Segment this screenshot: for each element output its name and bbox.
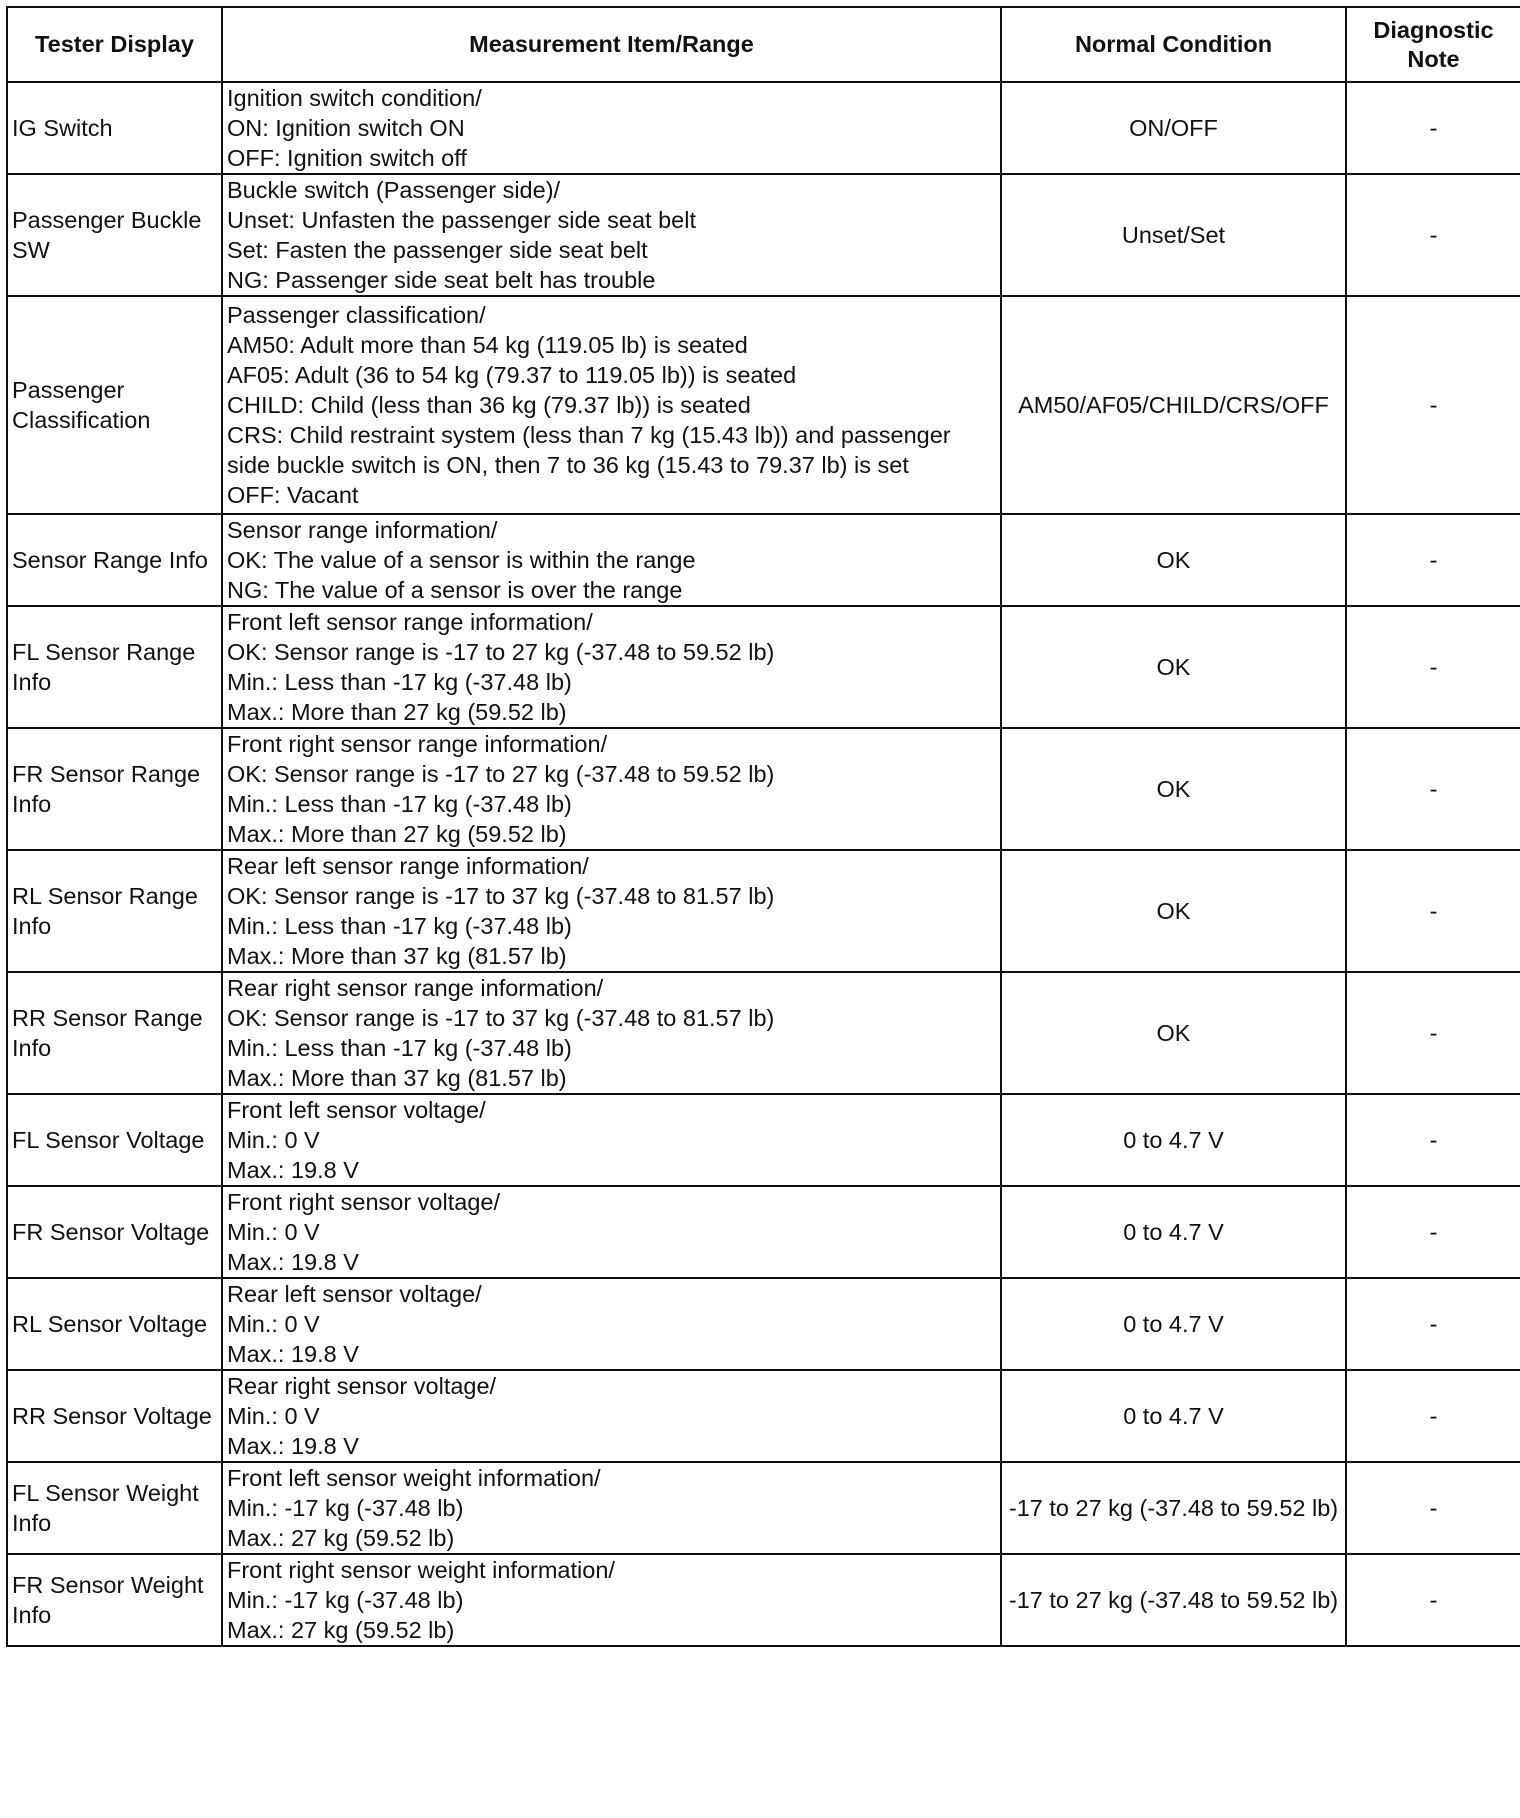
- cell-diagnostic-note: -: [1346, 606, 1520, 728]
- cell-measurement-item: [222, 1186, 1001, 1278]
- item-line: Max.: 27 kg (59.52 lb): [227, 1525, 455, 1551]
- cell-measurement-item: [222, 728, 1001, 850]
- cell-tester-display: FR Sensor Range Info: [7, 728, 222, 850]
- item-line: Front left sensor voltage/: [227, 1097, 486, 1123]
- item-line: Rear right sensor range information/: [227, 975, 604, 1001]
- cell-normal-condition: ON/OFF: [1001, 82, 1346, 174]
- table-row: [7, 850, 1520, 972]
- table-row: [7, 174, 1520, 296]
- item-line: Buckle switch (Passenger side)/: [227, 177, 561, 203]
- table-row: [7, 82, 1520, 174]
- item-line: Max.: More than 37 kg (81.57 lb): [227, 1065, 567, 1091]
- item-line: Max.: More than 37 kg (81.57 lb): [227, 943, 567, 969]
- cell-tester-display: RR Sensor Range Info: [7, 972, 222, 1094]
- table-row: [7, 728, 1520, 850]
- cell-normal-condition: OK: [1001, 606, 1346, 728]
- table-row: [7, 1370, 1520, 1462]
- item-line: Front right sensor voltage/: [227, 1189, 500, 1215]
- item-line: OK: Sensor range is -17 to 37 kg (-37.48 to 81.57 lb): [227, 1005, 775, 1031]
- cell-diagnostic-note: -: [1346, 514, 1520, 606]
- cell-diagnostic-note: -: [1346, 1370, 1520, 1462]
- cell-normal-condition: OK: [1001, 972, 1346, 1094]
- cell-tester-display: FR Sensor Voltage: [7, 1186, 222, 1278]
- item-line: OK: Sensor range is -17 to 27 kg (-37.48 to 59.52 lb): [227, 761, 775, 787]
- item-line: Min.: 0 V: [227, 1219, 320, 1245]
- item-line: Rear right sensor voltage/: [227, 1373, 497, 1399]
- item-line: AM50: Adult more than 54 kg (119.05 lb) is seated: [227, 332, 748, 358]
- item-line: Min.: Less than -17 kg (-37.48 lb): [227, 669, 572, 695]
- cell-normal-condition: 0 to 4.7 V: [1001, 1186, 1346, 1278]
- item-line: Max.: 19.8 V: [227, 1341, 359, 1367]
- item-line: Front right sensor range information/: [227, 731, 608, 757]
- cell-normal-condition: AM50/AF05/CHILD/CRS/OFF: [1001, 296, 1346, 514]
- item-line: Max.: 19.8 V: [227, 1433, 359, 1459]
- cell-diagnostic-note: -: [1346, 728, 1520, 850]
- table-row: [7, 296, 1520, 514]
- item-line: OFF: Ignition switch off: [227, 145, 467, 171]
- item-line: Min.: 0 V: [227, 1311, 320, 1337]
- cell-tester-display: RL Sensor Voltage: [7, 1278, 222, 1370]
- cell-measurement-item: [222, 1370, 1001, 1462]
- item-line: Max.: More than 27 kg (59.52 lb): [227, 821, 567, 847]
- header-measurement-item: Measurement Item/Range: [222, 7, 1001, 82]
- item-line: AF05: Adult (36 to 54 kg (79.37 to 119.05 lb)) is seated: [227, 362, 797, 388]
- cell-diagnostic-note: -: [1346, 296, 1520, 514]
- table-row: [7, 1554, 1520, 1646]
- cell-measurement-item: [222, 1554, 1001, 1646]
- item-line: OFF: Vacant: [227, 482, 359, 508]
- table-header-row: [7, 7, 1520, 82]
- item-line: OK: Sensor range is -17 to 37 kg (-37.48 to 81.57 lb): [227, 883, 775, 909]
- table-row: [7, 606, 1520, 728]
- cell-normal-condition: -17 to 27 kg (-37.48 to 59.52 lb): [1001, 1554, 1346, 1646]
- item-line: OK: The value of a sensor is within the range: [227, 547, 696, 573]
- cell-diagnostic-note: -: [1346, 1094, 1520, 1186]
- cell-tester-display: RL Sensor Range Info: [7, 850, 222, 972]
- cell-normal-condition: Unset/Set: [1001, 174, 1346, 296]
- cell-tester-display: RR Sensor Voltage: [7, 1370, 222, 1462]
- item-line: Rear left sensor range information/: [227, 853, 589, 879]
- cell-diagnostic-note: -: [1346, 82, 1520, 174]
- item-line: Set: Fasten the passenger side seat belt: [227, 237, 648, 263]
- item-line: Min.: Less than -17 kg (-37.48 lb): [227, 1035, 572, 1061]
- cell-diagnostic-note: -: [1346, 1462, 1520, 1554]
- header-diagnostic-note: Diagnostic Note: [1346, 7, 1520, 82]
- item-line: Min.: -17 kg (-37.48 lb): [227, 1587, 464, 1613]
- cell-normal-condition: OK: [1001, 728, 1346, 850]
- item-line: Min.: Less than -17 kg (-37.48 lb): [227, 791, 572, 817]
- cell-measurement-item: [222, 296, 1001, 514]
- item-line: Max.: 19.8 V: [227, 1157, 359, 1183]
- item-line: ON: Ignition switch ON: [227, 115, 465, 141]
- cell-diagnostic-note: -: [1346, 1554, 1520, 1646]
- item-line: CHILD: Child (less than 36 kg (79.37 lb)) is seated: [227, 392, 751, 418]
- cell-measurement-item: [222, 174, 1001, 296]
- item-line: NG: Passenger side seat belt has trouble: [227, 267, 656, 293]
- table-row: [7, 972, 1520, 1094]
- table-row: [7, 1094, 1520, 1186]
- cell-diagnostic-note: -: [1346, 174, 1520, 296]
- cell-tester-display: FL Sensor Weight Info: [7, 1462, 222, 1554]
- item-line: Max.: 27 kg (59.52 lb): [227, 1617, 455, 1643]
- header-tester-display: Tester Display: [7, 7, 222, 82]
- item-line: Max.: More than 27 kg (59.52 lb): [227, 699, 567, 725]
- item-line: Min.: Less than -17 kg (-37.48 lb): [227, 913, 572, 939]
- cell-normal-condition: OK: [1001, 514, 1346, 606]
- cell-measurement-item: [222, 1094, 1001, 1186]
- cell-measurement-item: [222, 1462, 1001, 1554]
- cell-normal-condition: 0 to 4.7 V: [1001, 1278, 1346, 1370]
- cell-tester-display: Passenger Buckle SW: [7, 174, 222, 296]
- table-row: [7, 1186, 1520, 1278]
- item-line: Max.: 19.8 V: [227, 1249, 359, 1275]
- cell-measurement-item: [222, 606, 1001, 728]
- cell-measurement-item: [222, 1278, 1001, 1370]
- item-line: Sensor range information/: [227, 517, 498, 543]
- item-line: Front left sensor weight information/: [227, 1465, 601, 1491]
- cell-tester-display: FL Sensor Range Info: [7, 606, 222, 728]
- item-line: Front right sensor weight information/: [227, 1557, 615, 1583]
- item-line: Passenger classification/: [227, 302, 486, 328]
- item-line: Min.: 0 V: [227, 1403, 320, 1429]
- item-line: Rear left sensor voltage/: [227, 1281, 482, 1307]
- data-list-table: [6, 6, 1520, 1647]
- item-line: CRS: Child restraint system (less than 7 kg (15.43 lb)) and passenger side buckle switch is ON, then 7 to 36 kg (15.43 to 79.37 lb) is set: [227, 422, 951, 478]
- item-line: Unset: Unfasten the passenger side seat belt: [227, 207, 696, 233]
- cell-diagnostic-note: -: [1346, 1278, 1520, 1370]
- cell-measurement-item: [222, 82, 1001, 174]
- cell-diagnostic-note: -: [1346, 972, 1520, 1094]
- table-row: [7, 1278, 1520, 1370]
- cell-measurement-item: [222, 514, 1001, 606]
- cell-tester-display: FR Sensor Weight Info: [7, 1554, 222, 1646]
- cell-normal-condition: 0 to 4.7 V: [1001, 1370, 1346, 1462]
- cell-tester-display: IG Switch: [7, 82, 222, 174]
- table-row: [7, 1462, 1520, 1554]
- table-body: [7, 82, 1520, 1646]
- cell-tester-display: Sensor Range Info: [7, 514, 222, 606]
- item-line: NG: The value of a sensor is over the range: [227, 577, 683, 603]
- table-row: [7, 514, 1520, 606]
- item-line: OK: Sensor range is -17 to 27 kg (-37.48 to 59.52 lb): [227, 639, 775, 665]
- header-normal-condition: Normal Condition: [1001, 7, 1346, 82]
- cell-diagnostic-note: -: [1346, 1186, 1520, 1278]
- cell-normal-condition: 0 to 4.7 V: [1001, 1094, 1346, 1186]
- cell-diagnostic-note: -: [1346, 850, 1520, 972]
- item-line: Min.: -17 kg (-37.48 lb): [227, 1495, 464, 1521]
- item-line: Ignition switch condition/: [227, 85, 482, 111]
- cell-tester-display: Passenger Classification: [7, 296, 222, 514]
- item-line: Min.: 0 V: [227, 1127, 320, 1153]
- cell-tester-display: FL Sensor Voltage: [7, 1094, 222, 1186]
- cell-measurement-item: [222, 850, 1001, 972]
- cell-normal-condition: OK: [1001, 850, 1346, 972]
- cell-measurement-item: [222, 972, 1001, 1094]
- item-line: Front left sensor range information/: [227, 609, 593, 635]
- cell-normal-condition: -17 to 27 kg (-37.48 to 59.52 lb): [1001, 1462, 1346, 1554]
